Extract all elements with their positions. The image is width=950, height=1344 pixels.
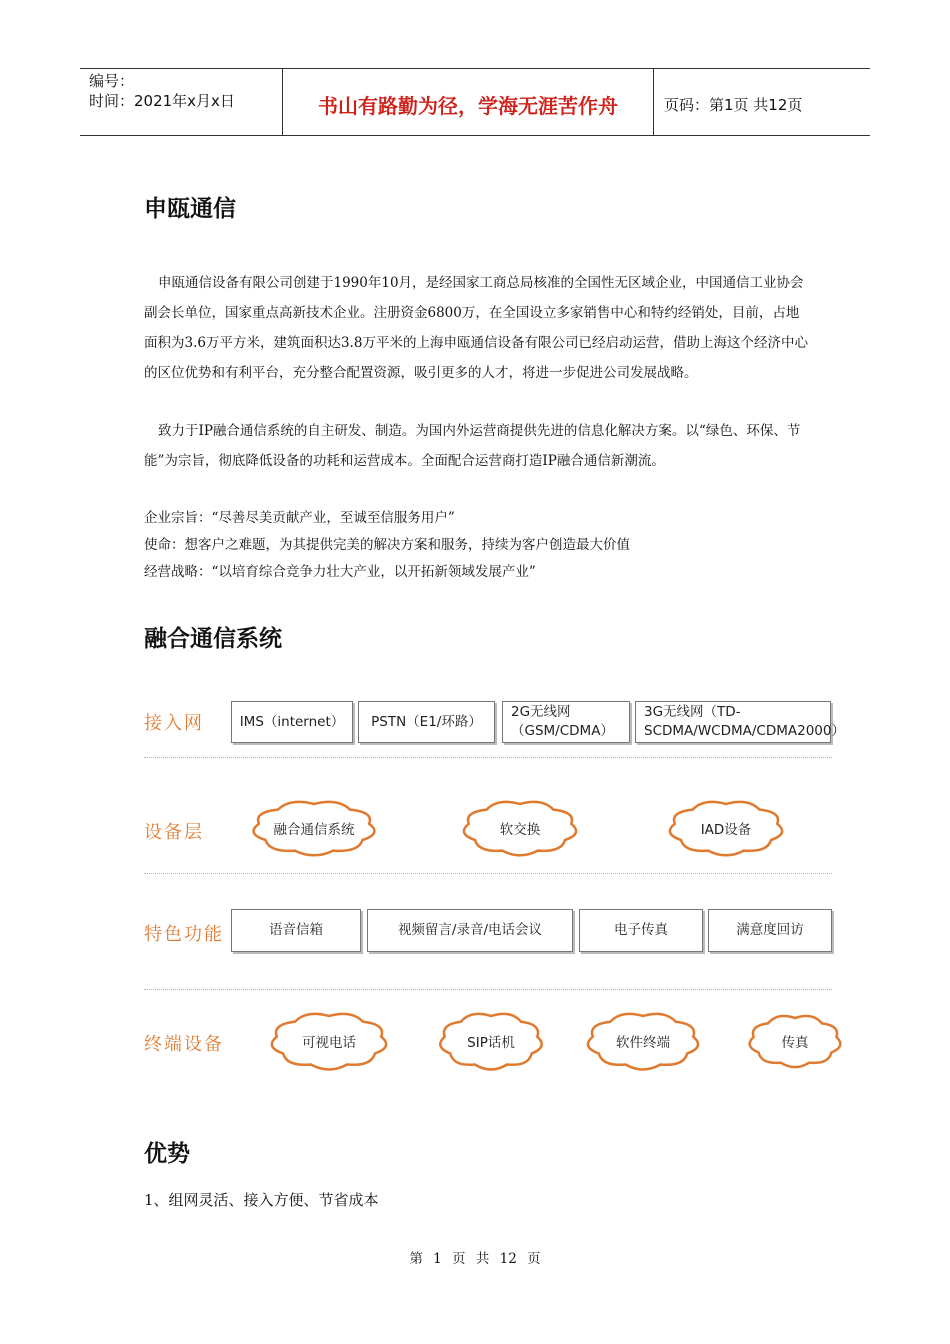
device-cloud-convergence <box>250 796 378 860</box>
cloud-label: 融合通信系统 <box>273 822 355 838</box>
section-title-company: 申瓯通信 <box>144 196 236 222</box>
terminal-cloud-fax <box>745 1010 845 1072</box>
row-divider <box>144 989 832 990</box>
cloud-label: 可视电话 <box>302 1035 356 1051</box>
number-label: 编号： <box>89 72 135 90</box>
page-header <box>80 68 870 136</box>
feature-box-video: 视频留言/录音/电话会议 <box>367 909 573 952</box>
cloud-label: 软交换 <box>499 822 541 838</box>
cloud-label: IAD设备 <box>700 822 752 838</box>
time-label: 时间：2021年x月x日 <box>89 92 235 110</box>
feature-box-fax: 电子传真 <box>579 909 703 952</box>
header-meta <box>80 69 282 135</box>
header-page-info: 页码：第1页 共12页 <box>664 95 803 114</box>
terminal-cloud-softclient <box>584 1008 702 1074</box>
row-label-access: 接入网 <box>144 713 204 734</box>
company-mission: 使命：想客户之难题，为其提供完美的解决方案和服务，持续为客户创造最大价值 <box>144 537 630 553</box>
row-divider <box>144 873 832 874</box>
feature-box-survey: 满意度回访 <box>708 909 832 952</box>
access-box-pstn: PSTN（E1/环路） <box>358 701 495 743</box>
device-cloud-iad <box>666 796 786 860</box>
terminal-cloud-videophone <box>268 1008 390 1074</box>
access-box-ims: IMS（internet） <box>231 701 353 743</box>
cloud-label: 传真 <box>781 1035 809 1051</box>
access-box-3g: 3G无线网（TD-SCDMA/WCDMA/CDMA2000） <box>635 701 831 743</box>
terminal-cloud-sip <box>436 1008 546 1074</box>
row-label-device: 设备层 <box>144 822 204 843</box>
cloud-label: 软件终端 <box>616 1035 670 1051</box>
cloud-label: SIP话机 <box>467 1035 515 1051</box>
feature-box-voicemail: 语音信箱 <box>231 909 361 952</box>
row-divider <box>144 757 832 758</box>
company-strategy: 经营战略：“以培育综合竞争力壮大产业，以开拓新领域发展产业” <box>144 564 536 580</box>
header-motto: 书山有路勤为径，学海无涯苦作舟 <box>282 69 654 135</box>
section-title-advantages: 优势 <box>144 1141 190 1167</box>
access-box-2g: 2G无线网（GSM/CDMA） <box>502 701 630 743</box>
page-footer: 第 1 页 共 12 页 <box>409 1251 541 1267</box>
company-intro-paragraph: 申瓯通信设备有限公司创建于1990年10月，是经国家工商总局核准的全国性无区域企业，中国通信工业协会副会长单位，国家重点高新技术企业。注册资金6800万，在全国设立多家销售中心和特约经销处，目前，占地面积为3.6万平方米，建筑面积达3.8万平米的上海申瓯通信设备有限公司已经启动运营，借助上海这个经济中心的区位优势和有利平台，充分整合配置资源，吸引更多的人才，将进一步促进公司发展战略。 <box>144 275 808 381</box>
section-title-system: 融合通信系统 <box>144 626 282 652</box>
row-label-terminal: 终端设备 <box>144 1034 224 1055</box>
row-label-features: 特色功能 <box>144 924 224 945</box>
advantage-item: 1、组网灵活、接入方便、节省成本 <box>144 1191 379 1209</box>
device-cloud-softswitch <box>460 796 580 860</box>
company-focus-paragraph: 致力于IP融合通信系统的自主研发、制造。为国内外运营商提供先进的信息化解决方案。以“绿色、环保、节能”为宗旨，彻底降低设备的功耗和运营成本。全面配合运营商打造IP融合通信新潮流。 <box>144 423 801 469</box>
company-purpose: 企业宗旨：“尽善尽美贡献产业，至诚至信服务用户” <box>144 510 455 526</box>
